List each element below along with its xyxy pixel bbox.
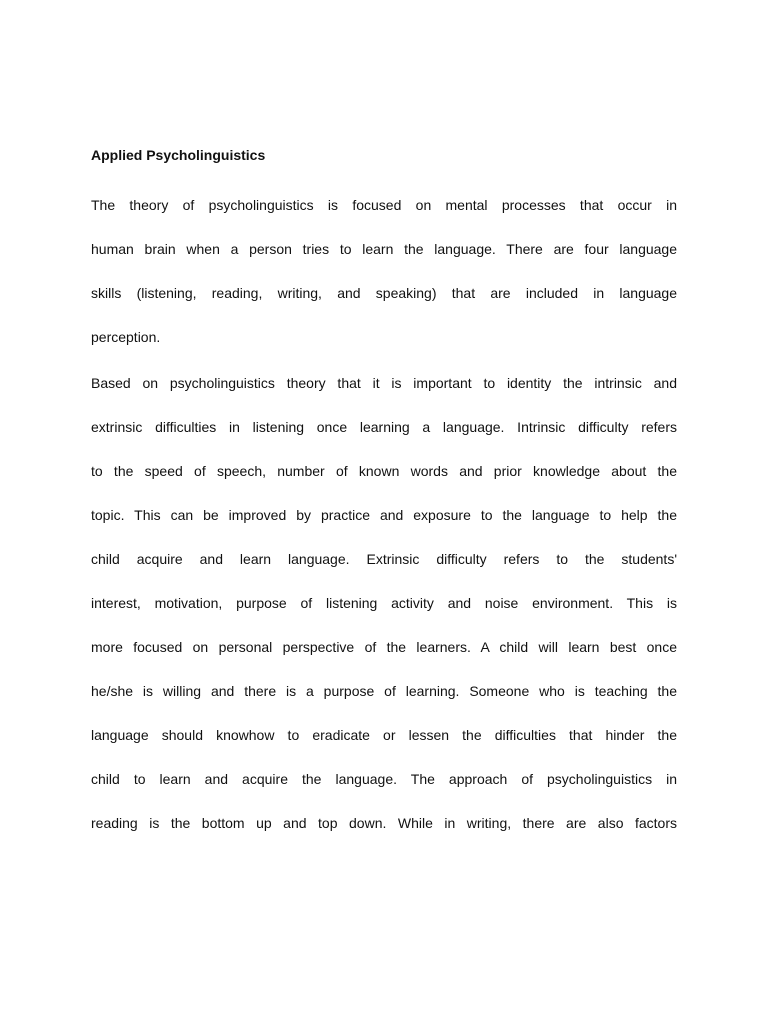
- paragraph-1: [91, 183, 677, 359]
- text-line: extrinsic difficulties in listening once learning a language. Intrinsic difficulty refers: [91, 419, 677, 435]
- text-line: child to learn and acquire the language. The approach of psycholinguistics in: [91, 771, 677, 787]
- text-line: to the speed of speech, number of known words and prior knowledge about the: [91, 463, 677, 479]
- text-line: more focused on personal perspective of the learners. A child will learn best once: [91, 639, 677, 655]
- document-page: [91, 140, 677, 845]
- paragraph-2: [91, 361, 677, 845]
- text-line: Based on psycholinguistics theory that it is important to identity the intrinsic and: [91, 375, 677, 391]
- text-line: reading is the bottom up and top down. While in writing, there are also factors: [91, 815, 677, 831]
- text-line: language should knowhow to eradicate or lessen the difficulties that hinder the: [91, 727, 677, 743]
- text-line: he/she is willing and there is a purpose of learning. Someone who is teaching the: [91, 683, 677, 699]
- text-line: child acquire and learn language. Extrinsic difficulty refers to the students': [91, 551, 677, 567]
- text-line: The theory of psycholinguistics is focused on mental processes that occur in: [91, 197, 677, 213]
- text-line: perception.: [91, 329, 161, 345]
- text-line: topic. This can be improved by practice and exposure to the language to help the: [91, 507, 677, 523]
- document-title: Applied Psycholinguistics: [91, 147, 266, 163]
- text-line: human brain when a person tries to learn the language. There are four language: [91, 241, 677, 257]
- text-line: interest, motivation, purpose of listening activity and noise environment. This is: [91, 595, 677, 611]
- text-line: skills (listening, reading, writing, and speaking) that are included in language: [91, 285, 677, 301]
